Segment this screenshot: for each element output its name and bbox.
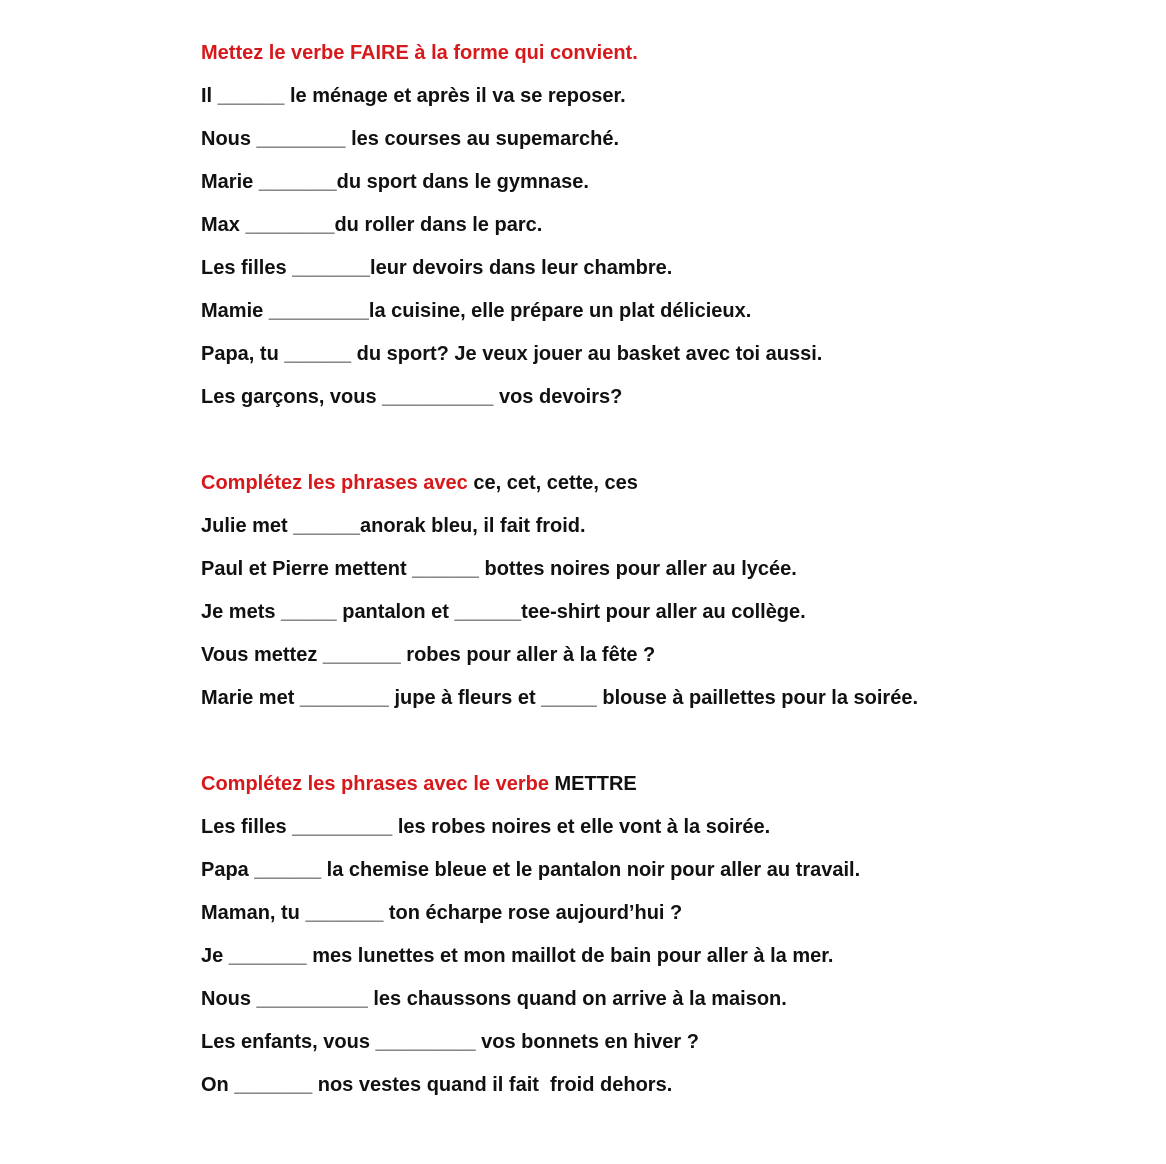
exercise-line: Paul et Pierre mettent ______ bottes noires pour aller au lycée. — [201, 558, 797, 580]
exercise-line: Il ______ le ménage et après il va se reposer. — [201, 85, 626, 107]
section3-title-instruction: Complétez les phrases avec le verbe — [201, 773, 549, 795]
section2-title-words: ce, cet, cette, ces — [467, 472, 638, 494]
exercise-line: Les filles _________ les robes noires et elle vont à la soirée. — [201, 816, 771, 838]
section2-title-instruction: Complétez les phrases avec — [201, 472, 468, 494]
worksheet — [201, 38, 1121, 1113]
exercise-line: Je mets _____ pantalon et ______tee-shirt pour aller au collège. — [201, 601, 806, 623]
exercise-line: Julie met ______anorak bleu, il fait froid. — [201, 515, 586, 537]
exercise-line: Les garçons, vous __________ vos devoirs? — [201, 386, 623, 408]
exercise-line: On _______ nos vestes quand il fait froid dehors. — [201, 1074, 673, 1096]
section3-title-verb: METTRE — [548, 773, 637, 795]
exercise-line: Nous ________ les courses au supemarché. — [201, 128, 620, 150]
exercise-line: Marie _______du sport dans le gymnase. — [201, 171, 589, 193]
exercise-line: Je _______ mes lunettes et mon maillot de bain pour aller à la mer. — [201, 945, 834, 967]
section-spacer — [201, 425, 1121, 468]
exercise-line: Papa ______ la chemise bleue et le pantalon noir pour aller au travail. — [201, 859, 861, 881]
exercise-line: Max ________du roller dans le parc. — [201, 214, 543, 236]
exercise-line: Maman, tu _______ ton écharpe rose aujourd’hui ? — [201, 902, 683, 924]
exercise-line: Les filles _______leur devoirs dans leur chambre. — [201, 257, 673, 279]
section1-title: Mettez le verbe FAIRE à la forme qui convient. — [201, 42, 638, 64]
exercise-line: Nous __________ les chaussons quand on arrive à la maison. — [201, 988, 787, 1010]
exercise-line: Vous mettez _______ robes pour aller à la fête ? — [201, 644, 656, 666]
section-spacer — [201, 726, 1121, 769]
exercise-line: Marie met ________ jupe à fleurs et _____ blouse à paillettes pour la soirée. — [201, 687, 919, 709]
exercise-line: Mamie _________la cuisine, elle prépare un plat délicieux. — [201, 300, 752, 322]
section3-title — [201, 769, 1121, 812]
exercise-line: Les enfants, vous _________ vos bonnets en hiver ? — [201, 1031, 699, 1053]
section2-title — [201, 468, 1121, 511]
exercise-line: Papa, tu ______ du sport? Je veux jouer au basket avec toi aussi. — [201, 343, 823, 365]
